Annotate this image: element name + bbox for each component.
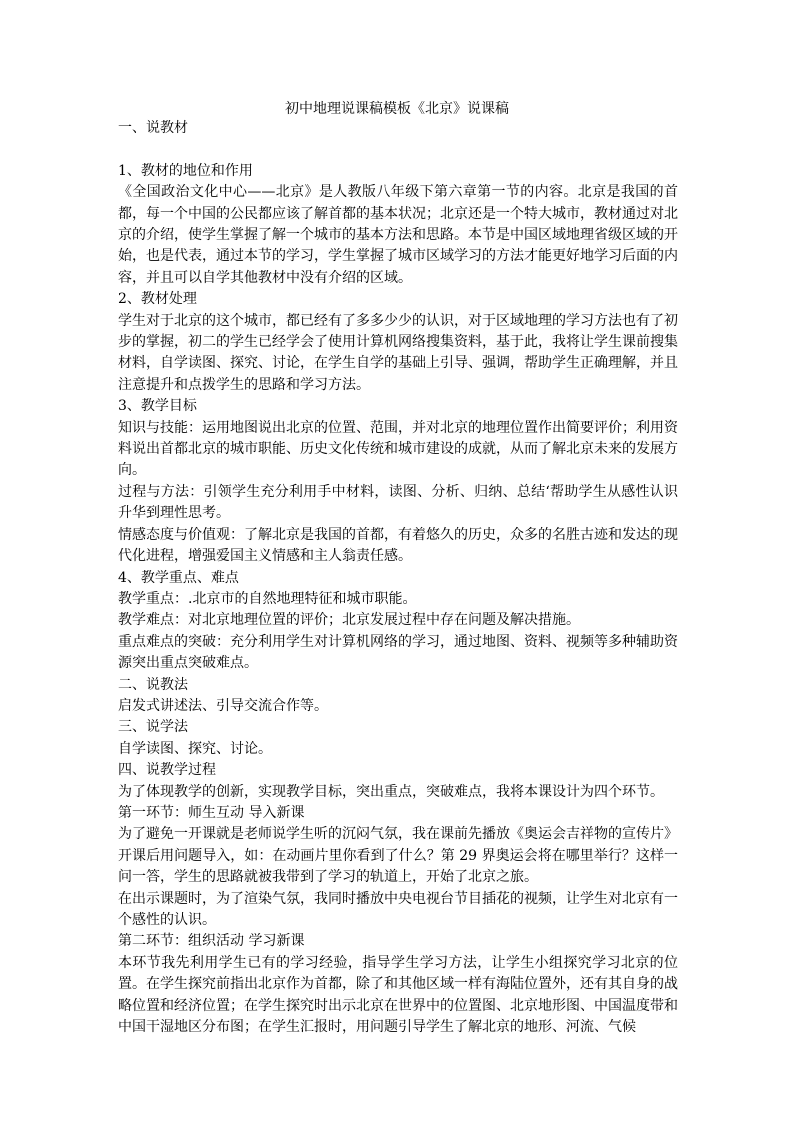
subheading-textbook-handling: 2、教材处理: [118, 291, 197, 308]
section-heading-teaching-method: 二、说教法: [118, 676, 188, 693]
subheading-stage-two: 第二环节：组织活动 学习新课: [118, 933, 305, 950]
subheading-stage-one: 第一环节：师生互动 导入新课: [118, 804, 305, 821]
subheading-key-points: 4、教学重点、难点: [118, 569, 239, 586]
paragraph-knowledge-skills: 知识与技能：运用地图说出北京的位置、范围，并对北京的地理位置作出简要评价；利用资料说出首都北京的城市职能、历史文化传统和城市建设的成就，从而了解北京未来的发展方向。: [118, 419, 678, 479]
paragraph-emotion-values: 情感态度与价值观：了解北京是我国的首都，有着悠久的历史，众多的名胜古迹和发达的现代化进程，增强爱国主义情感和主人翁责任感。: [118, 526, 678, 565]
blank-line: [118, 139, 678, 160]
document-body: [118, 118, 678, 1038]
paragraph-stage-two: 本环节我先利用学生已有的学习经验，指导学生学习方法，让学生小组探究学习北京的位置。在学生探究前指出北京作为首都，除了和其他区域一样有海陆位置外，还有其自身的战略位置和经济位置；在学生探究时出示北京在世界中的位置图、北京地形图、中国温度带和中国干湿地区分布图；在学生汇报时，用问题引导学生了解北京的地形、河流、气候: [118, 954, 678, 1036]
paragraph-difficult-point: 教学难点：对北京地理位置的评价；北京发展过程中存在问题及解决措施。: [118, 612, 580, 629]
paragraph-process-intro: 为了体现教学的创新，实现教学目标，突出重点，突破难点，我将本课设计为四个环节。: [118, 783, 664, 800]
paragraph-status-role: 《全国政治文化中心——北京》是人教版八年级下第六章第一节的内容。北京是我国的首都，每一个中国的公民都应该了解首都的基本状况；北京还是一个特大城市，教材通过对北京的介绍，使学生掌握了解一个城市的基本方法和思路。本节是中国区域地理省级区域的开始，也是代表，通过本节的学习，学生掌握了城市区域学习的方法才能更好地学习后面的内容，并且可以自学其他教材中没有介绍的区域。: [118, 184, 678, 286]
paragraph-stage-one-b: 在出示课题时，为了渲染气氛，我同时播放中央电视台节目插花的视频，让学生对北京有一个感性的认识。: [118, 890, 678, 929]
paragraph-key-point: 教学重点：.北京市的自然地理特征和城市职能。: [118, 590, 417, 607]
subheading-status-role: 1、教材的地位和作用: [118, 162, 253, 179]
paragraph-learning-method: 自学读图、探究、讨论。: [118, 740, 272, 757]
paragraph-teaching-method: 启发式讲述法、引导交流合作等。: [118, 697, 328, 714]
paragraph-stage-one-a: 为了避免一开课就是老师说学生听的沉闷气氛，我在课前先播放《奥运会吉祥物的宣传片》开课后用问题导入，如：在动画片里你看到了什么？第 29 界奥运会将在哪里举行？这样一问一答，学生的思路就被我带到了学习的轨道上，开始了北京之旅。: [118, 826, 678, 886]
paragraph-textbook-handling: 学生对于北京的这个城市，都已经有了多多少少的认识，对于区域地理的学习方法也有了初步的掌握，初二的学生已经学会了使用计算机网络搜集资料，基于此，我将让学生课前搜集材料，自学读图、探究、讨论，在学生自学的基础上引导、强调，帮助学生正确理解，并且注意提升和点拨学生的思路和学习方法。: [118, 312, 678, 393]
section-heading-teaching-process: 四、说教学过程: [118, 762, 216, 779]
section-heading-learning-method: 三、说学法: [118, 719, 188, 736]
document-title: 初中地理说课稿模板《北京》说课稿: [285, 101, 509, 117]
paragraph-process-methods: 过程与方法：引领学生充分利用手中材料，读图、分析、归纳、总结‘帮助学生从感性认识升华到理性思考。: [118, 483, 678, 522]
section-heading-textbook: 一、说教材: [118, 120, 188, 136]
paragraph-breakthrough: 重点难点的突破：充分利用学生对计算机网络的学习，通过地图、资料、视频等多种辅助资源突出重点突破难点。: [118, 633, 678, 672]
subheading-teaching-goals: 3、教学目标: [118, 398, 197, 415]
